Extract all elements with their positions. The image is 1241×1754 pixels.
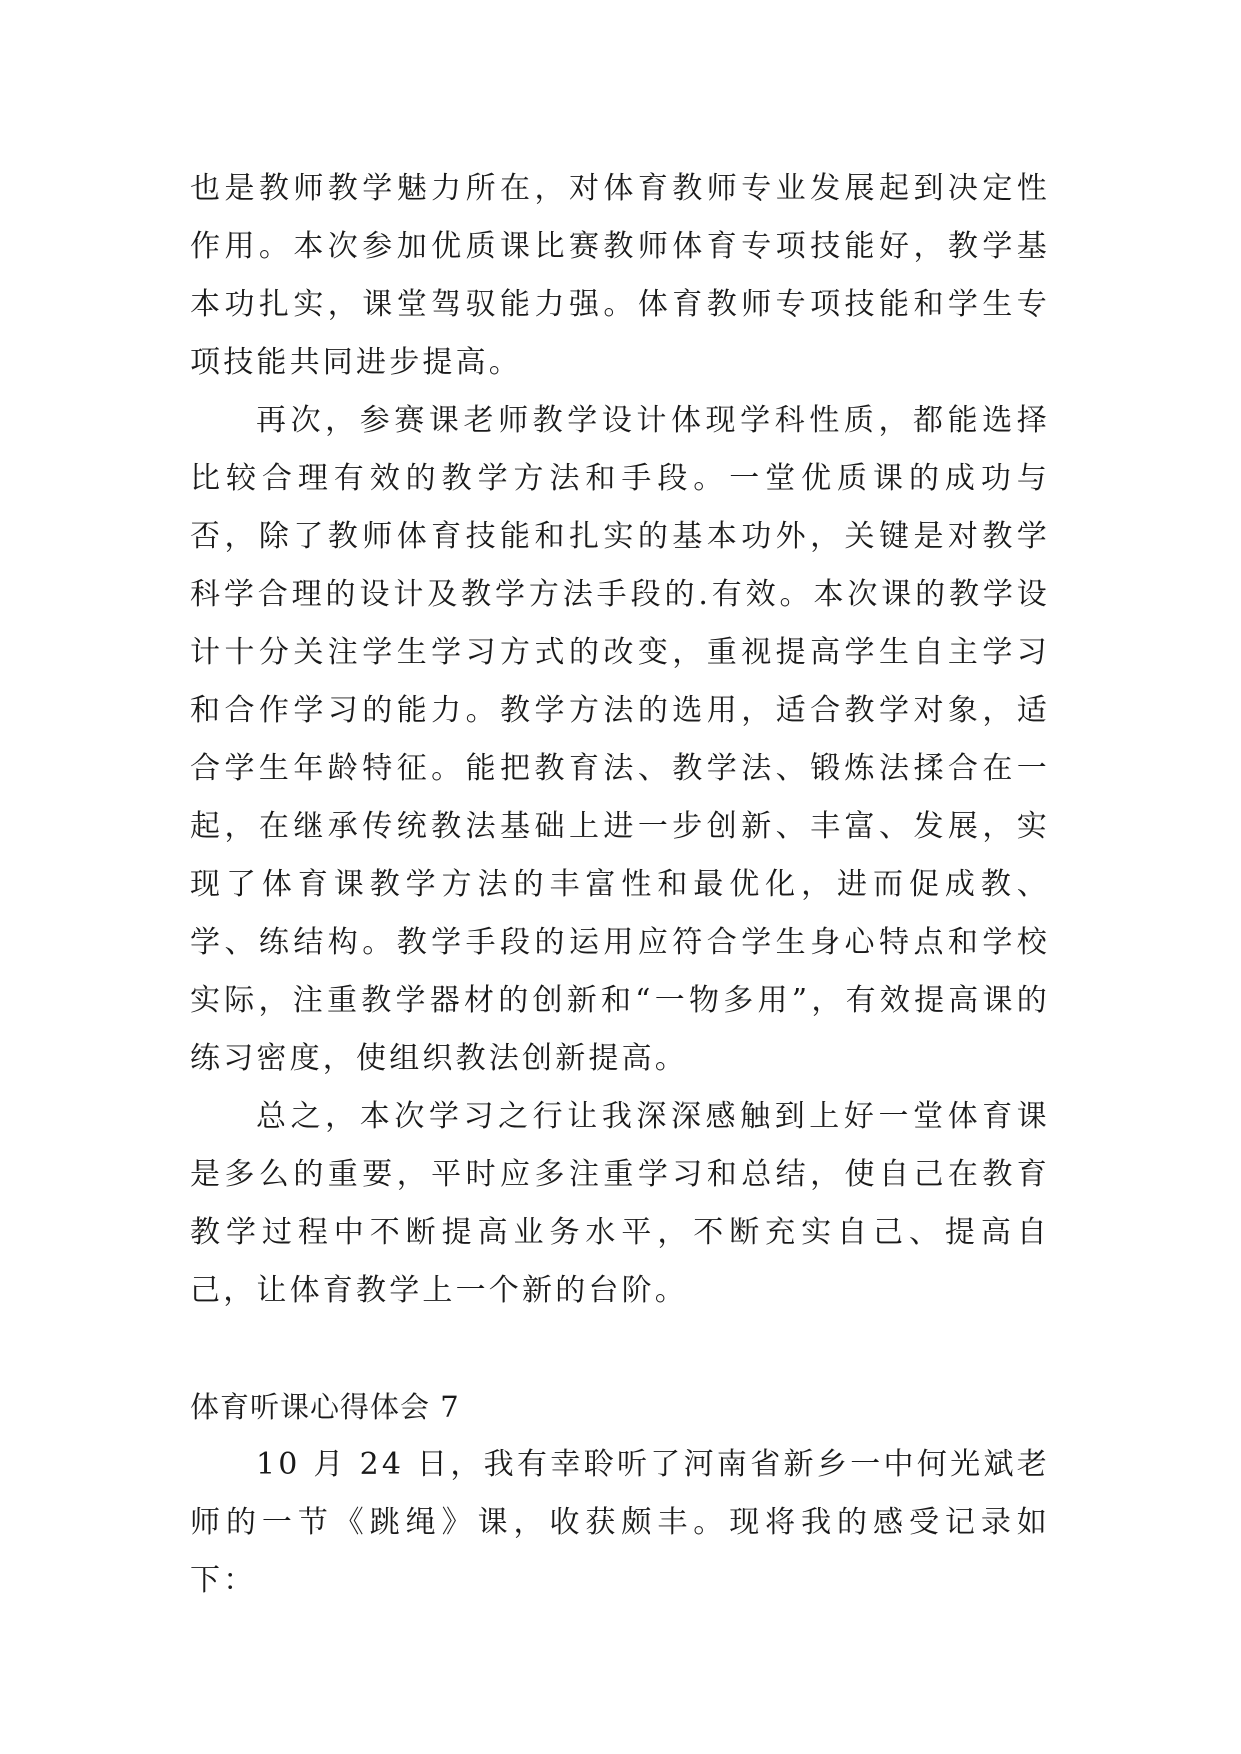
- paragraph-continued: 也是教师教学魅力所在，对体育教师专业发展起到决定性作用。本次参加优质课比赛教师体育专项技能好，教学基本功扎实，课堂驾驭能力强。体育教师专项技能和学生专项技能共同进步提高。: [190, 171, 1050, 380]
- section-title: 体育听课心得体会 7: [190, 1390, 460, 1424]
- paragraph-second: 再次，参赛课老师教学设计体现学科性质，都能选择比较合理有效的教学方法和手段。一堂优质课的成功与否，除了教师体育技能和扎实的基本功外，关键是对教学科学合理的设计及教学方法手段的.有效。本次课的教学设计十分关注学生学习方式的改变，重视提高学生自主学习和合作学习的能力。教学方法的选用，适合教学对象，适合学生年龄特征。能把教育法、教学法、锻炼法揉合在一起，在继承传统教法基础上进一步创新、丰富、发展，实现了体育课教学方法的丰富性和最优化，进而促成教、学、练结构。教学手段的运用应符合学生身心特点和学校实际，注重教学器材的创新和“一物多用”，有效提高课的练习密度，使组织教法创新提高。: [190, 403, 1050, 1076]
- paragraph-conclusion: 总之，本次学习之行让我深深感触到上好一堂体育课是多么的重要，平时应多注重学习和总结，使自己在教育教学过程中不断提高业务水平，不断充实自己、提高自己，让体育教学上一个新的台阶。: [190, 1099, 1050, 1308]
- document-body: [190, 160, 1050, 1610]
- paragraph-new-section: 10 月 24 日，我有幸聆听了河南省新乡一中何光斌老师的一节《跳绳》课，收获颇丰。现将我的感受记录如下：: [190, 1447, 1050, 1598]
